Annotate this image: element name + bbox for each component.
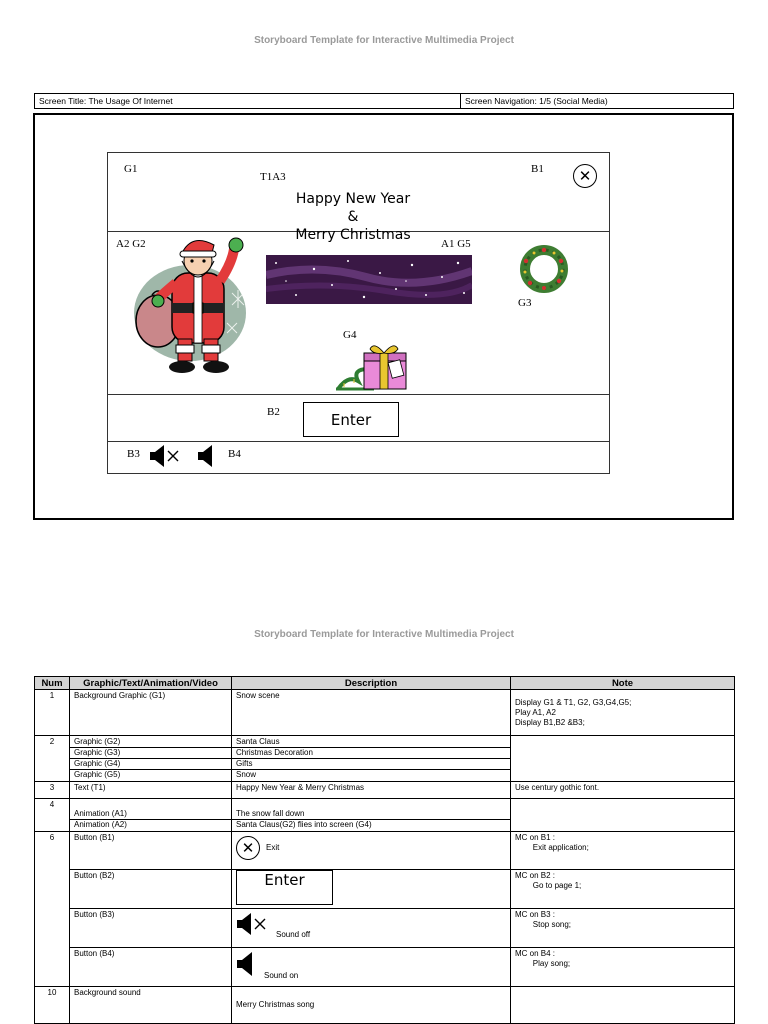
table-row	[35, 870, 735, 909]
doc-header-bottom: Storyboard Template for Interactive Multimedia Project	[254, 629, 514, 640]
row-num: 6	[35, 832, 70, 987]
row-description: Snow scene	[232, 690, 511, 736]
sound-off-icon	[236, 912, 268, 936]
santa-claus-image	[132, 233, 264, 381]
row-description: Merry Christmas song	[232, 987, 511, 1024]
gift-box-image	[334, 339, 412, 391]
note-text: MC on B4 : Play song;	[515, 949, 571, 968]
doc-header-top: Storyboard Template for Interactive Multimedia Project	[254, 35, 514, 46]
speaker-icon	[236, 951, 258, 977]
label-g1: G1	[124, 163, 138, 175]
note-text: MC on B3 : Stop song;	[515, 910, 572, 929]
row-description	[232, 948, 511, 987]
note-text: MC on B2 : Go to page 1;	[515, 871, 582, 890]
screen-navigation: Screen Navigation: 1/5 (Social Media)	[465, 96, 608, 106]
sound-on-caption: Sound on	[264, 971, 299, 980]
table-row	[35, 799, 735, 832]
row-note	[511, 909, 735, 948]
row-description: Happy New Year & Merry Christmas	[232, 782, 511, 799]
greeting-line-3: Merry Christmas	[295, 227, 411, 243]
row-item: Background Graphic (G1)	[70, 690, 232, 736]
table-row	[35, 782, 735, 799]
snow-animation-image	[266, 255, 472, 304]
label-t1a3: T1A3	[260, 171, 286, 183]
row-item: Button (B4)	[70, 948, 232, 987]
row-num: 1	[35, 690, 70, 736]
row-note	[511, 948, 735, 987]
row-description	[232, 832, 511, 870]
greeting-line-2: &	[347, 209, 359, 225]
row-num: 10	[35, 987, 70, 1024]
row-note	[511, 799, 735, 832]
label-b1: B1	[531, 163, 544, 175]
row-num: 2	[35, 736, 70, 782]
screen-mockup	[107, 152, 610, 474]
row-item: Button (B2)	[70, 870, 232, 909]
row-note: Use century gothic font.	[511, 782, 735, 799]
sound-off-button[interactable]	[149, 444, 181, 468]
row-item: Background sound	[70, 987, 232, 1024]
label-a1-g5: A1 G5	[441, 238, 471, 250]
row-item: Text (T1)	[70, 782, 232, 799]
label-g3: G3	[518, 297, 532, 309]
row-note	[511, 736, 735, 782]
desc-line: Christmas Decoration	[232, 747, 510, 758]
screen-title: Screen Title: The Usage Of Internet	[35, 94, 461, 108]
label-b4: B4	[228, 448, 241, 460]
label-a2-g2: A2 G2	[116, 238, 146, 250]
row-num: 4	[35, 799, 70, 832]
row-description	[232, 870, 511, 909]
row-description	[232, 909, 511, 948]
item-line: Animation (A2)	[70, 819, 231, 830]
desc-line: The snow fall down	[236, 809, 305, 818]
header-num: Num	[35, 677, 70, 690]
mockup-divider-middle	[108, 394, 609, 395]
enter-button[interactable]: Enter	[303, 402, 399, 437]
note-text: Display G1 & T1, G2, G3,G4,G5; Play A1, A2 Display B1,B2 &B3;	[515, 697, 632, 727]
enter-button-sample: Enter	[236, 870, 333, 905]
screen-info-bar	[34, 93, 734, 109]
label-b3: B3	[127, 448, 140, 460]
greeting-line-1: Happy New Year	[295, 191, 411, 207]
row-note	[511, 987, 735, 1024]
row-note	[511, 870, 735, 909]
close-button[interactable]	[573, 164, 597, 188]
mockup-divider-bottom	[108, 441, 609, 442]
table-row	[35, 736, 735, 782]
table-row	[35, 832, 735, 870]
sound-on-button[interactable]	[197, 444, 217, 468]
header-item: Graphic/Text/Animation/Video	[70, 677, 232, 690]
speaker-icon	[198, 445, 212, 467]
row-description	[232, 736, 511, 782]
table-row	[35, 690, 735, 736]
header-note: Note	[511, 677, 735, 690]
exit-caption: Exit	[266, 843, 280, 852]
note-text: MC on B1 : Exit application;	[515, 833, 589, 852]
row-note	[511, 690, 735, 736]
table-header-row	[35, 677, 735, 690]
desc-line: Santa Claus(G2) flies into screen (G4)	[232, 819, 510, 830]
close-icon: ✕	[578, 167, 592, 185]
row-item	[70, 736, 232, 782]
sound-off-caption: Sound off	[276, 930, 311, 939]
storyboard-table	[34, 676, 735, 1024]
row-note	[511, 832, 735, 870]
row-item: Button (B3)	[70, 909, 232, 948]
item-line: Graphic (G5)	[70, 769, 231, 780]
item-line: Graphic (G2)	[74, 737, 121, 746]
item-line: Graphic (G4)	[70, 758, 231, 769]
table-row	[35, 909, 735, 948]
row-item: Button (B1)	[70, 832, 232, 870]
desc-line: Gifts	[232, 758, 510, 769]
item-line: Graphic (G3)	[70, 747, 231, 758]
row-description	[232, 799, 511, 832]
greeting-text	[258, 190, 448, 244]
christmas-wreath-image	[514, 241, 574, 297]
label-b2: B2	[267, 406, 280, 418]
close-icon: ✕	[241, 839, 255, 857]
header-description: Description	[232, 677, 511, 690]
sound-off-icon	[150, 445, 178, 467]
label-g4: G4	[343, 329, 357, 341]
desc-line: Snow	[232, 769, 510, 780]
table-row	[35, 987, 735, 1024]
item-line: Animation (A1)	[74, 809, 127, 818]
desc-line: Santa Claus	[236, 737, 280, 746]
exit-button-sample	[236, 836, 260, 860]
row-item	[70, 799, 232, 832]
row-num: 3	[35, 782, 70, 799]
table-row	[35, 948, 735, 987]
